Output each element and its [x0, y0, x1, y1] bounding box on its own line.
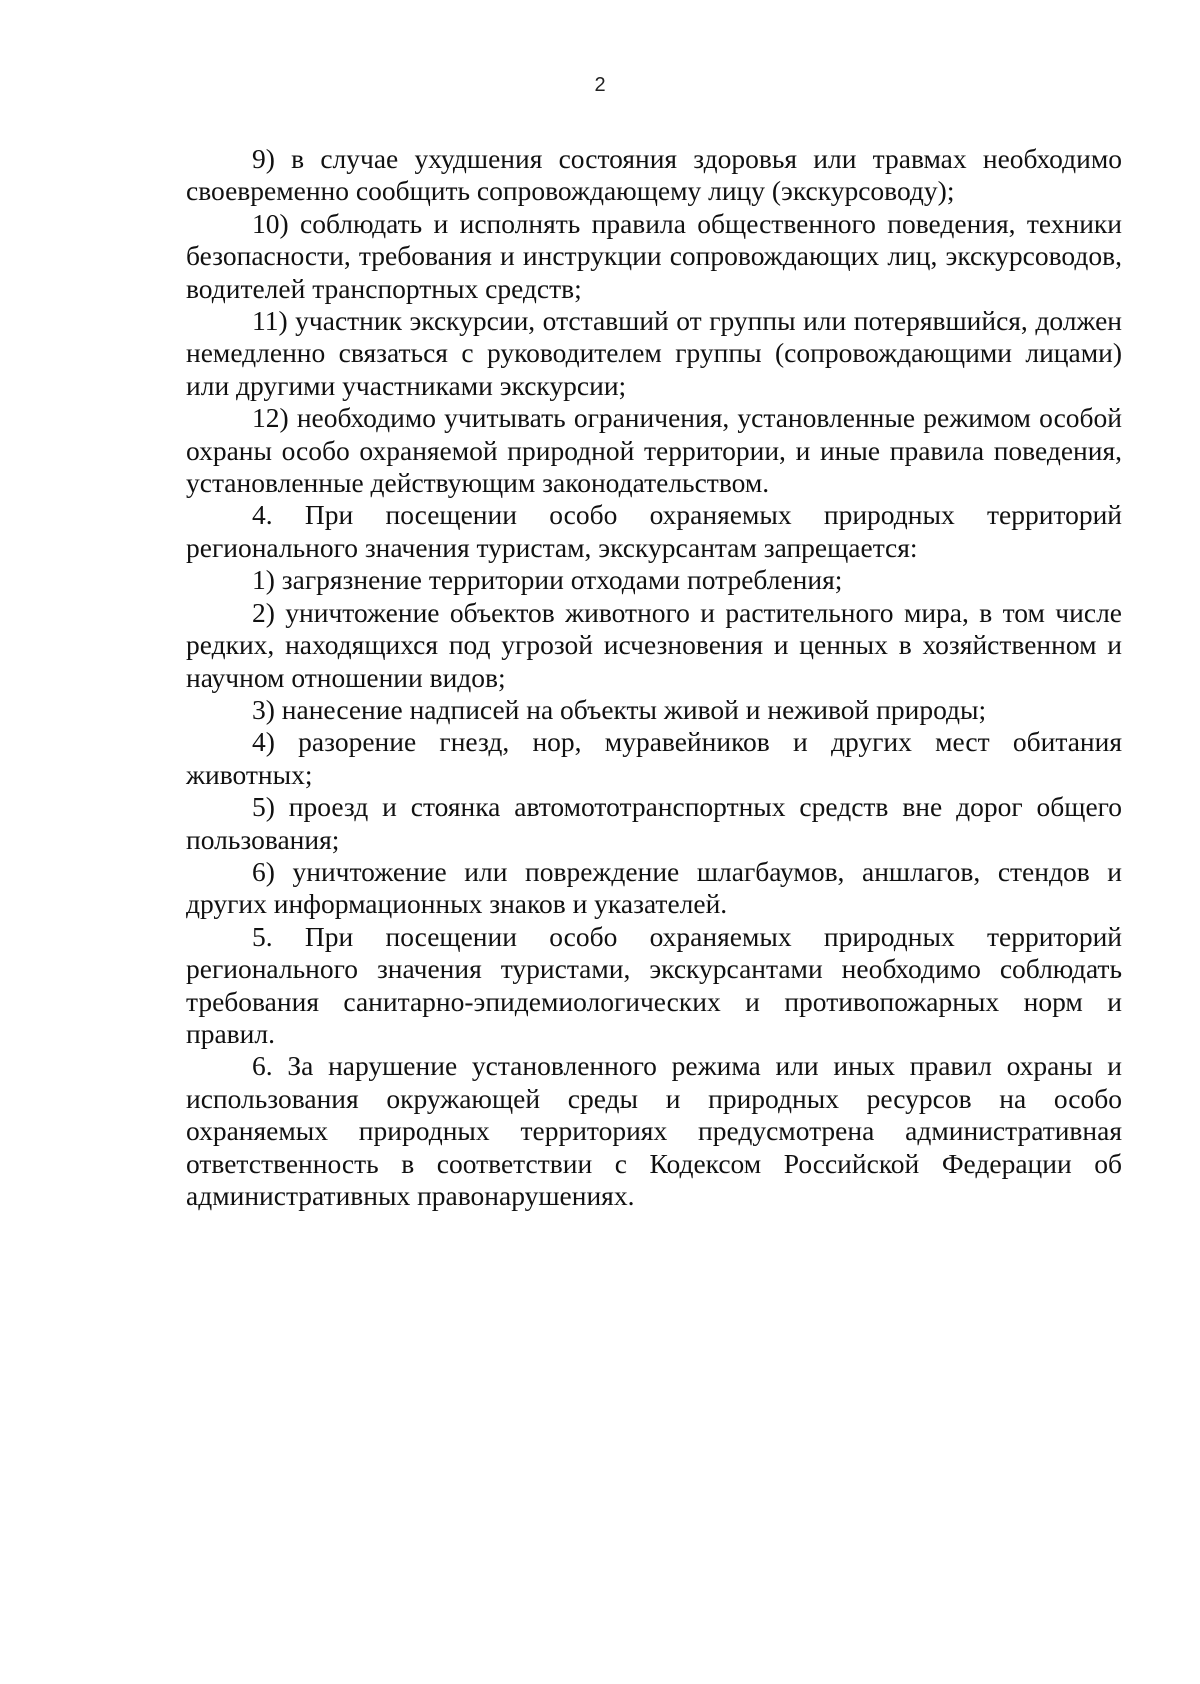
paragraph-section-5: 5. При посещении особо охраняемых природных территорий регионального значения туристами, экскурсантами необходимо соблюдать требования санитарно-эпидемиологических и противопожарных норм и правил. — [186, 920, 1122, 1049]
paragraph-prohibition-2: 2) уничтожение объектов животного и растительного мира, в том числе редких, находящихся под угрозой исчезновения и ценных в хозяйственном и научном отношении видов; — [186, 596, 1122, 693]
paragraph-item-11: 11) участник экскурсии, отставший от группы или потерявшийся, должен немедленно связаться с руководителем группы (сопровождающими лицами) или другими участниками экскурсии; — [186, 305, 1122, 401]
paragraph-section-4: 4. При посещении особо охраняемых природных территорий регионального значения туристам, экскурсантам запрещается: — [186, 499, 1122, 563]
paragraph-prohibition-3: 3) нанесение надписей на объекты живой и неживой природы; — [252, 693, 987, 725]
paragraph-prohibition-4: 4) разорение гнезд, нор, муравейников и других мест обитания животных; — [186, 726, 1122, 790]
paragraph-prohibition-1: 1) загрязнение территории отходами потребления; — [252, 564, 843, 596]
page-number: 2 — [594, 74, 606, 96]
paragraph-prohibition-6: 6) уничтожение или повреждение шлагбаумов, аншлагов, стендов и других информационных знаков и указателей. — [186, 855, 1122, 920]
paragraph-item-9: 9) в случае ухудшения состояния здоровья или травмах необходимо своевременно сообщить сопровождающему лицу (экскурсоводу); — [186, 143, 1122, 207]
paragraph-item-12: 12) необходимо учитывать ограничения, установленные режимом особой охраны особо охраняемой природной территории, и иные правила поведения, установленные действующим законодательством. — [186, 402, 1122, 499]
document-body — [186, 143, 1122, 1212]
paragraph-section-6: 6. За нарушение установленного режима или иных правил охраны и использования окружающей среды и природных ресурсов на особо охраняемых природных территориях предусмотрена административная ответственность в соответствии с Кодексом Российской Федерации об административных правонарушениях. — [186, 1050, 1122, 1211]
paragraph-prohibition-5: 5) проезд и стоянка автомототранспортных средств вне дорог общего пользования; — [186, 791, 1122, 855]
paragraph-item-10: 10) соблюдать и исполнять правила общественного поведения, техники безопасности, требования и инструкции сопровождающих лиц, экскурсоводов, водителей транспортных средств; — [186, 207, 1122, 304]
